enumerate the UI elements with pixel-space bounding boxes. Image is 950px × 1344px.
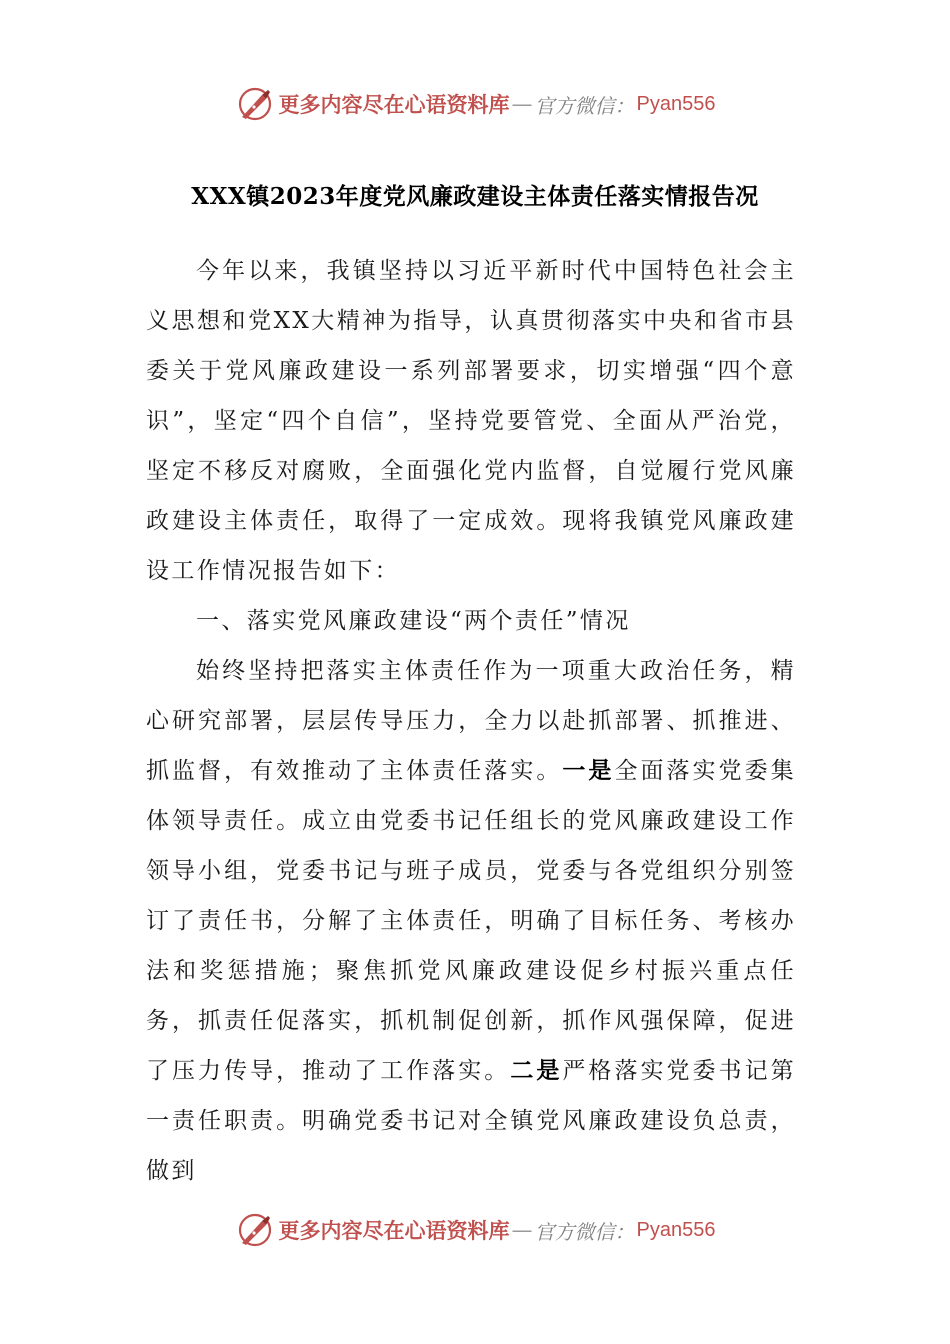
banner-official-label: 官方微信： (534, 1219, 635, 1244)
section-heading: 一、落实党风廉政建设“两个责任”情况 (196, 608, 631, 634)
banner-brand-text: 更多内容尽在心语资料库 (278, 92, 510, 117)
banner-brand-text: 更多内容尽在心语资料库 (278, 1218, 510, 1243)
paragraph-text: 始终坚持把落实主体责任作为一项重大政治任务，精心研究部署，层层传导压力，全力以赴抓部署、抓推进、抓监督，有效推动了主体责任落实。 (146, 658, 796, 784)
footer-banner (0, 1208, 950, 1252)
bold-lead-one: 一是 (562, 757, 615, 784)
pen-nib-logo-icon (235, 84, 275, 124)
intro-paragraph: 今年以来，我镇坚持以习近平新时代中国特色社会主义思想和党XX大精神为指导，认真贯彻落实中央和省市县委关于党风廉政建设一系列部署要求，切实增强“四个意识”，坚定“四个自信”，坚持党要管党、全面从严治党，坚定不移反对腐败，全面强化党内监督，自觉履行党风廉政建设主体责任，取得了一定成效。现将我镇党风廉政建设工作情况报告如下： (146, 258, 796, 584)
header-banner (0, 82, 950, 126)
banner-wechat-id: Pyan556 (636, 92, 716, 115)
body-paragraph (146, 646, 796, 1196)
banner-wechat-id: Pyan556 (636, 1218, 716, 1241)
paragraph-text: 全面落实党委集体领导责任。成立由党委书记任组长的党风廉政建设工作领导小组，党委书记与班子成员，党委与各党组织分别签订了责任书，分解了主体责任，明确了目标任务、考核办法和奖惩措施；聚焦抓党风廉政建设促乡村振兴重点任务，抓责任促落实，抓机制促创新，抓作风强保障，促进了压力传导，推动了工作落实。 (146, 758, 796, 1084)
pen-nib-logo-icon (235, 1210, 275, 1250)
banner-separator: — (511, 92, 533, 116)
banner-separator: — (511, 1218, 533, 1242)
banner-official-label: 官方微信： (534, 93, 635, 118)
document-title: XXX镇2023年度党风廉政建设主体责任落实情报告况 (191, 183, 759, 210)
document-body (146, 246, 796, 1196)
bold-lead-two: 二是 (510, 1057, 563, 1084)
paragraph-text: 严格落实党委书记第一责任职责。明确党委书记对全镇党风廉政建设负总责，做到 (146, 1058, 796, 1184)
